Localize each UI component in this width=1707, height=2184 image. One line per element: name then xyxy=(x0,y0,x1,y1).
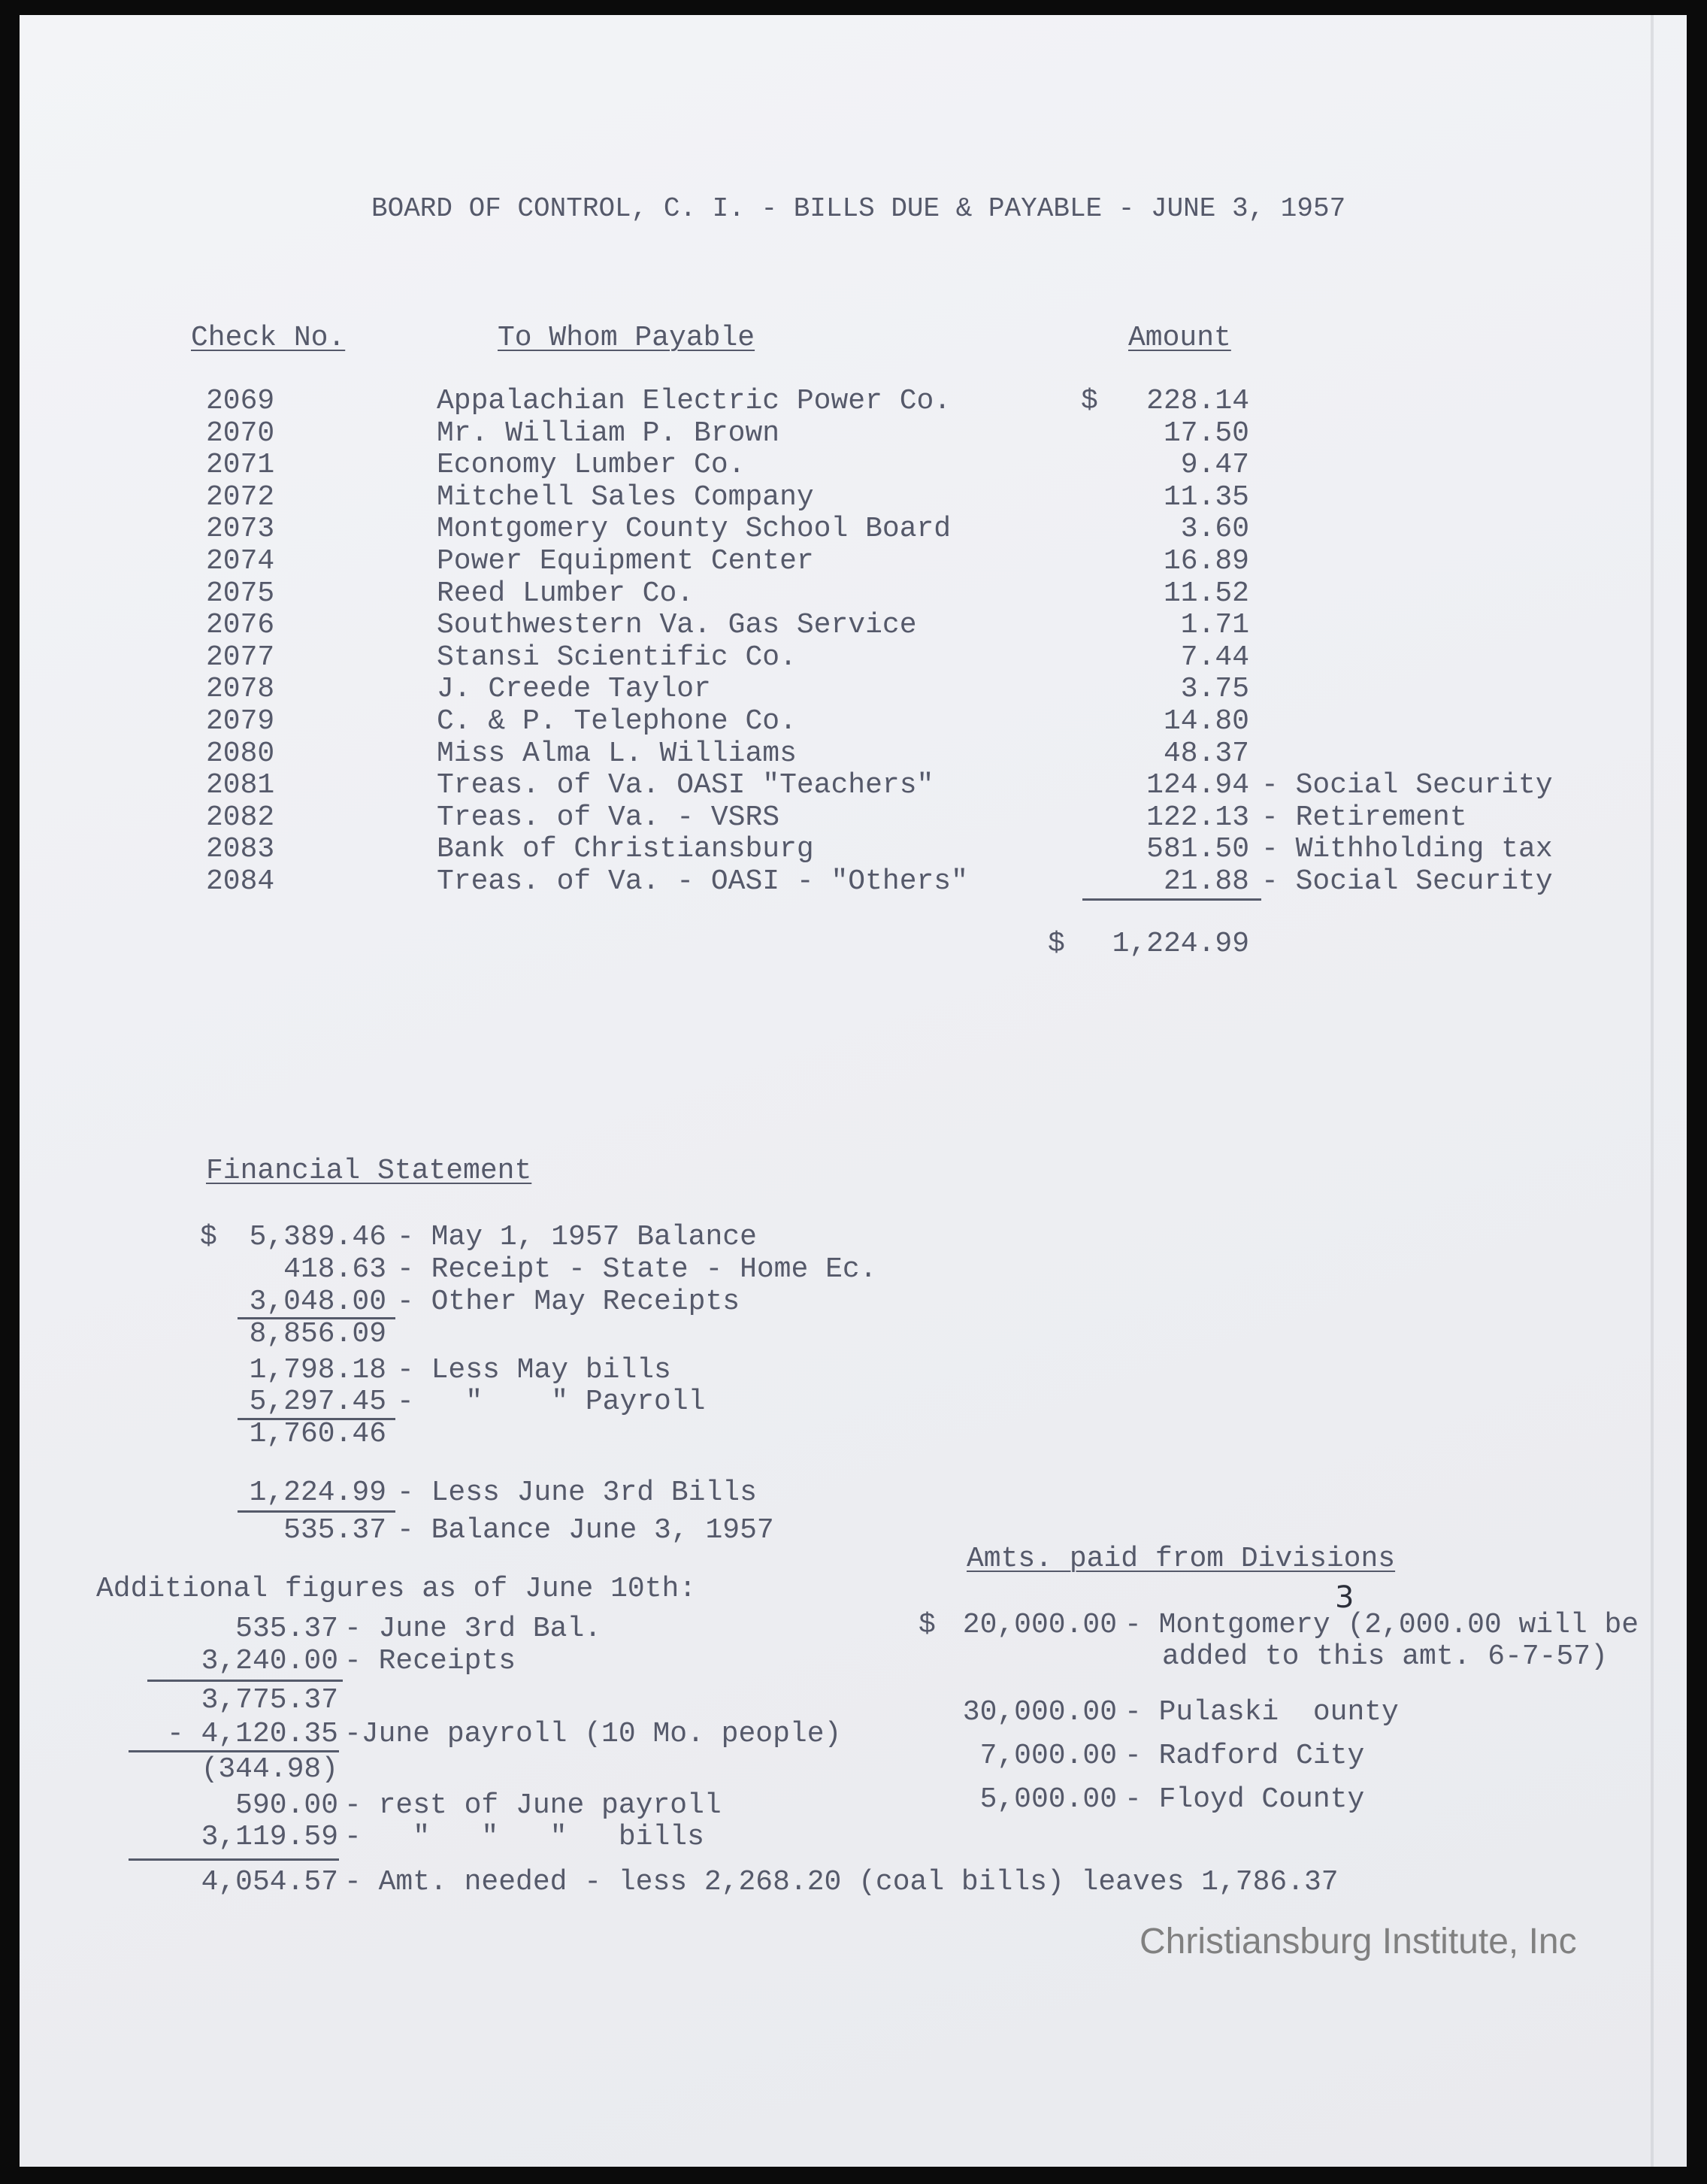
check-number: 2079 xyxy=(206,705,275,738)
additional-description: - June 3rd Bal. xyxy=(344,1613,602,1645)
division-name: - Pulaski ounty xyxy=(1124,1696,1399,1728)
statement-description: - " " Payroll xyxy=(397,1386,706,1418)
statement-description: - Receipt - State - Home Ec. xyxy=(397,1253,877,1286)
payee-name: Economy Lumber Co. xyxy=(437,449,746,482)
division-amount: 30,000.00 xyxy=(962,1696,1117,1728)
check-number: 2082 xyxy=(206,801,275,834)
subtotal-rule xyxy=(238,1418,395,1420)
statement-amount: 3,048.00 xyxy=(249,1286,386,1318)
payee-name: Reed Lumber Co. xyxy=(437,577,695,610)
payee-name: C. & P. Telephone Co. xyxy=(437,705,797,738)
division-name: - Radford City xyxy=(1124,1740,1365,1772)
payee-name: J. Creede Taylor xyxy=(437,673,711,706)
check-number: 2073 xyxy=(206,513,275,546)
bill-amount: 581.50 xyxy=(1146,833,1249,866)
subtotal-rule xyxy=(238,1317,395,1319)
check-number: 2075 xyxy=(206,577,275,610)
division-amount: 7,000.00 xyxy=(979,1740,1117,1772)
subtotal-rule xyxy=(129,1858,339,1861)
dollar-sign: $ xyxy=(919,1609,936,1641)
subtotal-rule xyxy=(147,1680,343,1682)
additional-amount: 590.00 xyxy=(235,1789,338,1822)
payee-name: Miss Alma L. Williams xyxy=(437,737,797,770)
additional-description: -June payroll (10 Mo. people) xyxy=(344,1718,842,1750)
statement-description: - Less June 3rd Bills xyxy=(397,1477,757,1509)
divisions-heading: Amts. paid from Divisions xyxy=(967,1543,1396,1575)
total-amount: 1,224.99 xyxy=(1112,928,1249,960)
bill-note: - Withholding tax xyxy=(1261,833,1553,866)
payee-name: Stansi Scientific Co. xyxy=(437,641,797,674)
document-title: BOARD OF CONTROL, C. I. - BILLS DUE & PAYABLE - JUNE 3, 1957 xyxy=(371,193,1346,224)
subtotal-rule xyxy=(238,1510,395,1513)
payee-name: Treas. of Va. - VSRS xyxy=(437,801,780,834)
division-name: - Floyd County xyxy=(1124,1783,1365,1816)
bill-amount: 124.94 xyxy=(1146,769,1249,802)
bill-amount: 7.44 xyxy=(1180,641,1249,674)
handwritten-correction: 3 xyxy=(1335,1580,1354,1615)
bill-amount: 14.80 xyxy=(1163,705,1249,738)
additional-amount: - 4,120.35 xyxy=(166,1718,338,1750)
bill-amount: 1.71 xyxy=(1180,609,1249,642)
division-name: - Montgomery (2,000.00 will be xyxy=(1124,1609,1639,1641)
statement-amount: 535.37 xyxy=(283,1514,386,1546)
financial-statement-heading: Financial Statement xyxy=(206,1155,532,1187)
payee-name: Montgomery County School Board xyxy=(437,513,952,546)
bill-note: - Social Security xyxy=(1261,769,1553,802)
dollar-sign: $ xyxy=(200,1221,217,1253)
check-number: 2081 xyxy=(206,769,275,802)
watermark: Christiansburg Institute, Inc xyxy=(1140,1922,1577,1961)
statement-description: - May 1, 1957 Balance xyxy=(397,1221,757,1253)
statement-amount: 8,856.09 xyxy=(249,1318,386,1350)
check-number: 2084 xyxy=(206,865,275,898)
bill-note: - Social Security xyxy=(1261,865,1553,898)
total-rule xyxy=(1082,898,1261,901)
additional-amount: 4,054.57 xyxy=(201,1866,338,1898)
bill-amount: 3.60 xyxy=(1180,513,1249,546)
additional-amount: 3,119.59 xyxy=(201,1821,338,1853)
bill-amount: 3.75 xyxy=(1180,673,1249,706)
total-dollar-sign: $ xyxy=(1048,928,1065,960)
check-number: 2076 xyxy=(206,609,275,642)
check-number: 2072 xyxy=(206,480,275,513)
additional-amount: 535.37 xyxy=(235,1613,338,1645)
payee-name: Mr. William P. Brown xyxy=(437,417,780,450)
check-number: 2080 xyxy=(206,737,275,770)
statement-description: - Less May bills xyxy=(397,1354,671,1386)
bill-amount: 228.14 xyxy=(1146,385,1249,417)
column-header-amount: Amount xyxy=(1128,322,1231,354)
additional-amount: 3,240.00 xyxy=(201,1645,338,1677)
additional-description: - Amt. needed - less 2,268.20 (coal bills) leaves 1,786.37 xyxy=(344,1866,1339,1898)
bill-note: - Retirement xyxy=(1261,801,1467,834)
column-header-payee: To Whom Payable xyxy=(498,322,755,354)
statement-description: - Other May Receipts xyxy=(397,1286,740,1318)
additional-description: - " " " bills xyxy=(344,1821,704,1853)
bill-amount: 11.35 xyxy=(1163,480,1249,513)
payee-name: Bank of Christiansburg xyxy=(437,833,814,866)
document-page xyxy=(20,15,1687,2167)
payee-name: Appalachian Electric Power Co. xyxy=(437,385,952,417)
statement-amount: 1,760.46 xyxy=(249,1418,386,1450)
subtotal-rule xyxy=(129,1750,339,1752)
statement-amount: 5,297.45 xyxy=(249,1386,386,1418)
check-number: 2078 xyxy=(206,673,275,706)
additional-description: - rest of June payroll xyxy=(344,1789,722,1822)
payee-name: Treas. of Va. OASI "Teachers" xyxy=(437,769,934,802)
bill-amount: 122.13 xyxy=(1146,801,1249,834)
check-number: 2077 xyxy=(206,641,275,674)
statement-amount: 418.63 xyxy=(283,1253,386,1286)
additional-amount: (344.98) xyxy=(201,1753,338,1786)
additional-amount: 3,775.37 xyxy=(201,1684,338,1716)
division-note: added to this amt. 6-7-57) xyxy=(1162,1640,1608,1673)
division-amount: 5,000.00 xyxy=(979,1783,1117,1816)
check-number: 2069 xyxy=(206,385,275,417)
bill-amount: 17.50 xyxy=(1163,417,1249,450)
bill-amount: 9.47 xyxy=(1180,449,1249,482)
check-number: 2070 xyxy=(206,417,275,450)
payee-name: Treas. of Va. - OASI - "Others" xyxy=(437,865,968,898)
payee-name: Power Equipment Center xyxy=(437,545,814,577)
bill-amount: 11.52 xyxy=(1163,577,1249,610)
bill-amount: 48.37 xyxy=(1163,737,1249,770)
page-fold-mark xyxy=(1651,15,1654,2167)
statement-amount: 5,389.46 xyxy=(249,1221,386,1253)
check-number: 2083 xyxy=(206,833,275,866)
bill-amount: 21.88 xyxy=(1163,865,1249,898)
check-number: 2071 xyxy=(206,449,275,482)
payee-name: Mitchell Sales Company xyxy=(437,480,814,513)
check-number: 2074 xyxy=(206,545,275,577)
additional-description: - Receipts xyxy=(344,1645,516,1677)
division-amount: 20,000.00 xyxy=(962,1609,1117,1641)
statement-amount: 1,798.18 xyxy=(249,1354,386,1386)
payee-name: Southwestern Va. Gas Service xyxy=(437,609,917,642)
statement-description: - Balance June 3, 1957 xyxy=(397,1514,774,1546)
statement-amount: 1,224.99 xyxy=(249,1477,386,1509)
bill-amount: 16.89 xyxy=(1163,545,1249,577)
dollar-sign: $ xyxy=(1081,385,1098,417)
column-header-check: Check No. xyxy=(191,322,346,354)
additional-figures-heading: Additional figures as of June 10th: xyxy=(96,1573,697,1605)
